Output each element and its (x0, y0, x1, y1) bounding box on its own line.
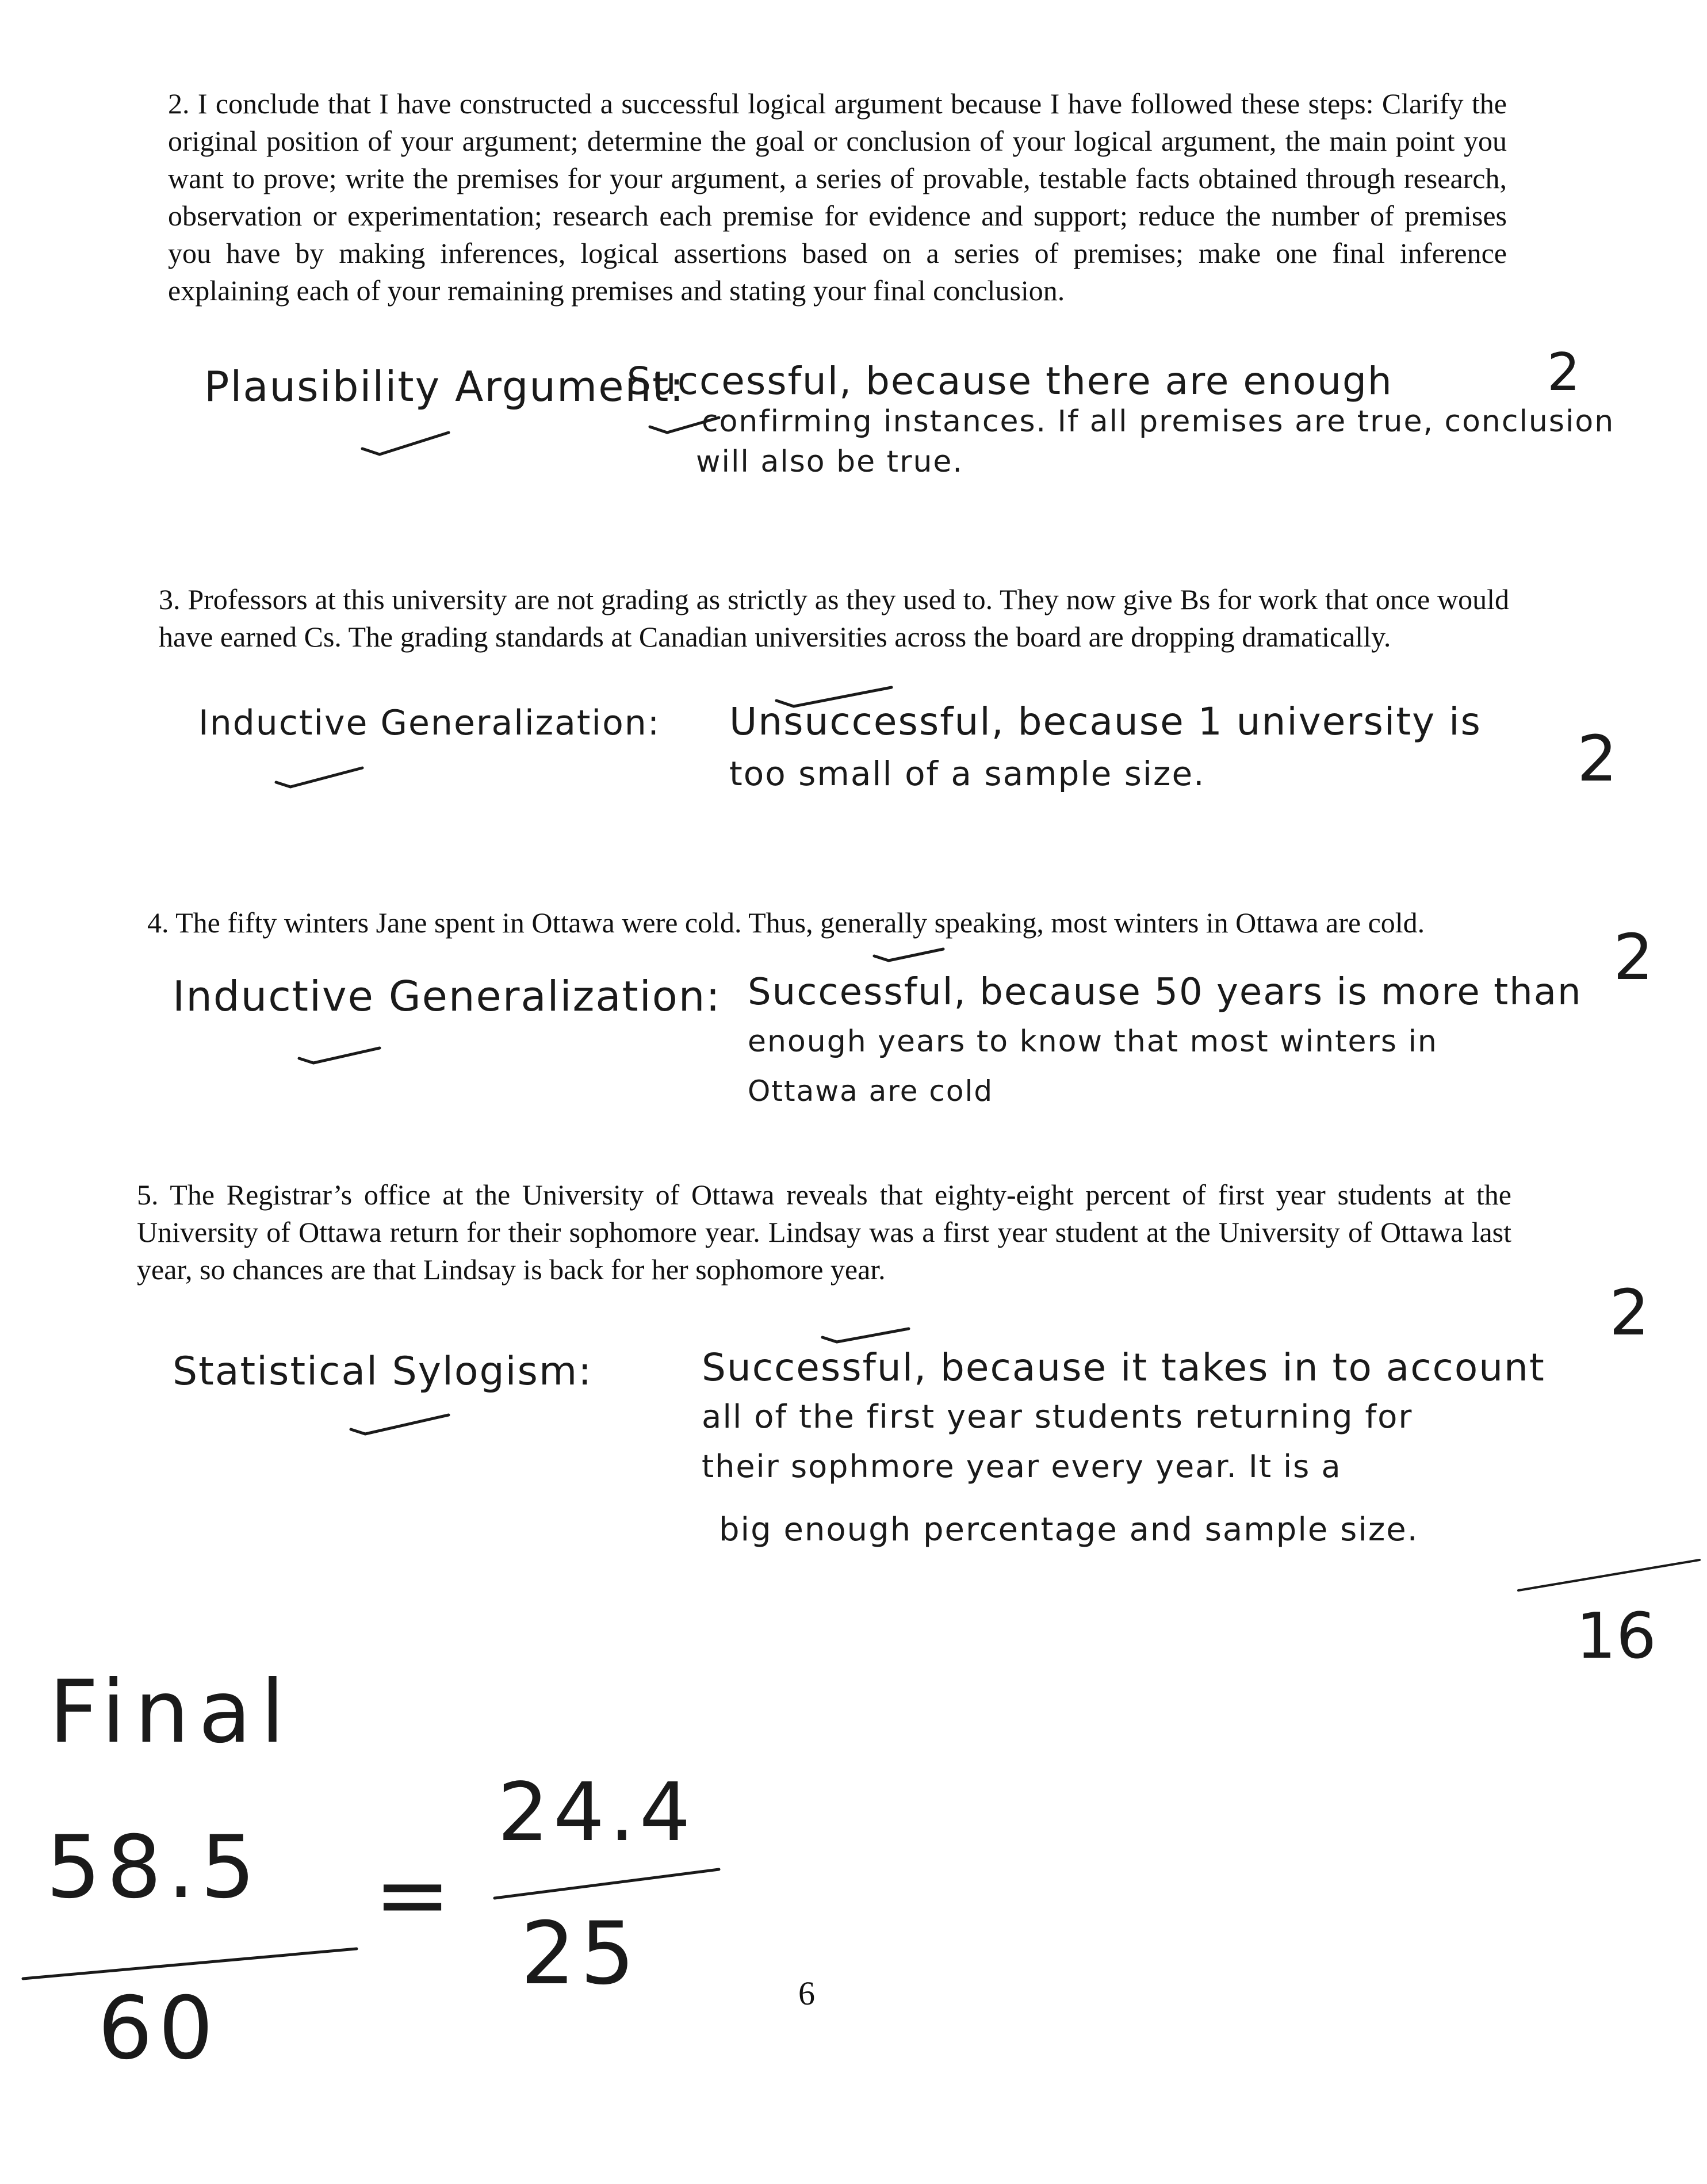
question-5-text: 5. The Registrar’s office at the University of Ottawa reveals that eighty-eight percent of first year students at the University of Ottawa return for their sophomore year. Lindsay was a first year student at the University of Ottawa last year, so chances are that Lindsay is back for her sophomore year. (137, 1179, 1511, 1286)
question-2-answer-line-2: confirming instances. If all premises are true, conclusion (702, 404, 1615, 439)
final-scaled-denominator: 25 (520, 1904, 640, 2004)
total-line (1518, 1560, 1700, 1590)
question-2-answer-line-1: Successful, because there are enough (627, 359, 1393, 403)
check-mark (362, 433, 449, 454)
final-scaled-numerator: 24.4 (497, 1766, 695, 1860)
question-4-text: 4. The fifty winters Jane spent in Ottawa were cold. Thus, generally speaking, most winters in Ottawa are cold. (147, 907, 1425, 939)
scaled-fraction-bar (495, 1869, 719, 1898)
question-5-answer-line-2: all of the first year students returning for (702, 1398, 1413, 1436)
question-5-answer-line-3: their sophmore year every year. It is a (702, 1448, 1342, 1485)
check-mark (822, 1329, 909, 1342)
question-3-answer-label: Inductive Generalization: (198, 703, 661, 743)
final-raw-numerator: 58.5 (46, 1818, 261, 1918)
question-3-answer-line-2: too small of a sample size. (729, 754, 1205, 793)
question-3-answer (729, 696, 1482, 800)
check-mark (299, 1048, 380, 1063)
page-number: 6 (798, 1975, 815, 2012)
check-mark (276, 768, 362, 787)
section-total: 16 (1576, 1599, 1656, 1673)
question-2-answer (627, 361, 1614, 482)
question-5-answer-line-1: Successful, because it takes in to account (702, 1345, 1545, 1390)
question-4-score: 2 (1613, 920, 1654, 994)
question-2-answer-line-3: will also be true. (696, 445, 963, 479)
final-equals-sign: = (374, 1841, 453, 1948)
question-4-answer-line-2: enough years to know that most winters in (748, 1024, 1438, 1059)
check-mark (874, 949, 943, 961)
question-4-answer-label: Inductive Generalization: (173, 972, 721, 1020)
question-4-answer-line-1: Successful, because 50 years is more than (748, 971, 1582, 1013)
question-3-answer-line-1: Unsuccessful, because 1 university is (729, 699, 1482, 744)
question-3-text: 3. Professors at this university are not grading as strictly as they used to. They now give Bs for work that once would have earned Cs. The grading standards at Canadian universities across the board are dropping dramatically. (159, 583, 1509, 653)
final-label: Final (49, 1662, 294, 1762)
question-2-answer-label: Plausibility Argument: (204, 362, 685, 411)
question-3-score: 2 (1577, 722, 1617, 795)
check-mark (351, 1415, 449, 1434)
question-4-answer (748, 967, 1582, 1116)
question-5-answer-line-4: big enough percentage and sample size. (719, 1511, 1419, 1548)
question-2-score: 2 (1547, 342, 1580, 403)
question-2-text: 2. I conclude that I have constructed a successful logical argument because I have followed these steps: Clarify the original position of your argument; determine the goal or conclusion of your logical argument, the main point you want to prove; write the premises for your argument, a series of provable, testable facts obtained through research, observation or experimentation; research each premise for evidence and support; reduce the number of premises you have by making inferences, logical assertions based on a series of premises; make one final inference explaining each of your remaining premises and stating your final conclusion. (168, 87, 1507, 307)
final-raw-denominator: 60 (98, 1979, 219, 2079)
question-5-answer (702, 1343, 1545, 1555)
question-5-answer-label: Statistical Sylogism: (173, 1349, 593, 1394)
question-5-score: 2 (1609, 1276, 1649, 1349)
question-4-answer-line-3: Ottawa are cold (748, 1074, 994, 1108)
raw-fraction-bar (23, 1949, 357, 1979)
